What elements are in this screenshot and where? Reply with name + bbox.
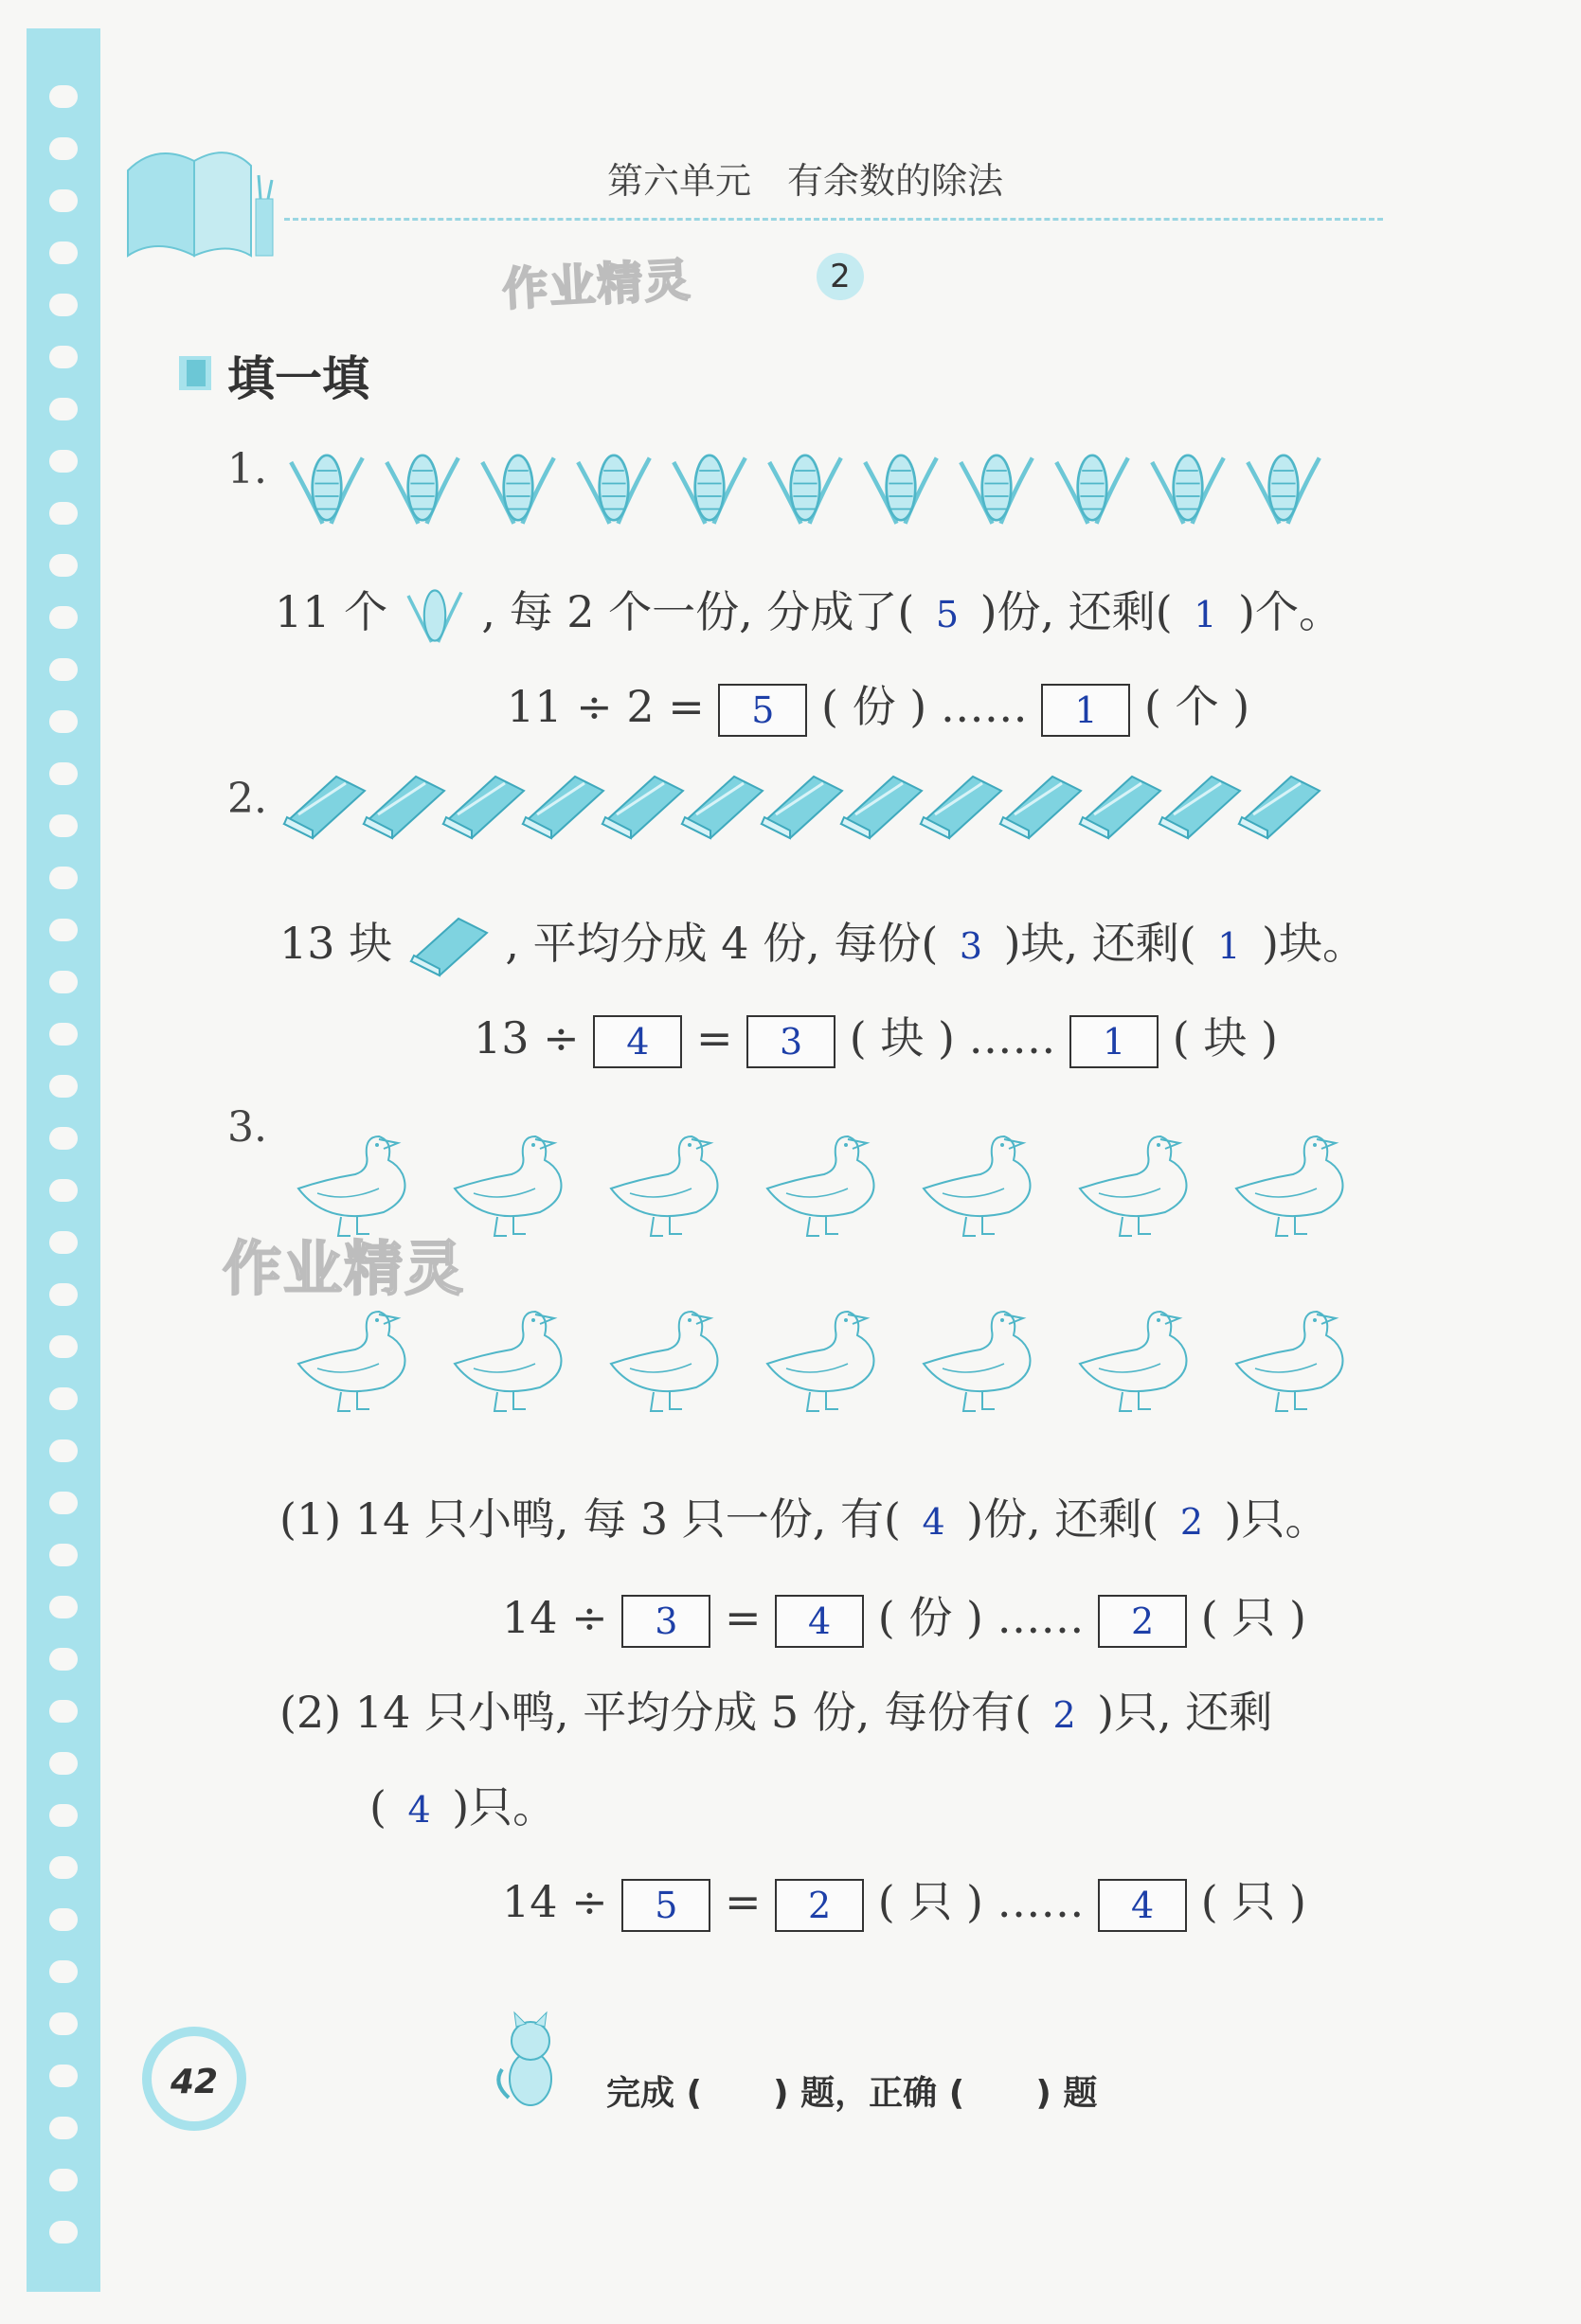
q2-statement <box>279 909 1366 980</box>
eraser-icon <box>279 772 369 851</box>
section-title: 填一填 <box>227 351 369 406</box>
q3-p1-quotient-box: 4 <box>775 1595 864 1648</box>
q2-text-2: , 平均分成 4 份, 每份( <box>505 918 939 969</box>
corn-icon <box>667 445 752 534</box>
eraser-icon <box>1234 772 1324 851</box>
q2-text-4: )块。 <box>1262 918 1366 969</box>
q2-equation <box>474 1004 1278 1068</box>
q3-part2-text-3: ( <box>369 1781 386 1832</box>
duck-icon <box>289 1297 426 1429</box>
q1-answer-remainder: 1 <box>1194 594 1217 635</box>
watermark: 作业精灵 <box>500 253 693 317</box>
q3-p1-eq-unit2: ( 只 ) <box>1200 1592 1306 1643</box>
spiral-hole <box>49 294 78 316</box>
eraser-icon <box>406 914 492 980</box>
spiral-hole <box>49 2065 78 2087</box>
q1-text-count: 11 个 <box>275 586 388 637</box>
q1-remainder-box: 1 <box>1041 684 1130 737</box>
q2-text-3: )块, 还剩( <box>1003 918 1196 969</box>
spiral-hole <box>49 814 78 837</box>
question-number: 2. <box>227 775 267 823</box>
q1-text-3: )份, 还剩( <box>979 586 1173 637</box>
q3-p1-eq-unit1: ( 份 ) …… <box>877 1592 1085 1643</box>
q3-part1-text-3: )只。 <box>1224 1493 1329 1545</box>
pencil-section-icon <box>177 352 219 394</box>
q2-text-count: 13 块 <box>279 918 393 969</box>
q1-answer-groups: 5 <box>935 594 960 635</box>
eraser-icon <box>757 772 847 851</box>
q3-p2-divisor-box: 5 <box>621 1879 710 1932</box>
spiral-hole <box>49 2117 78 2139</box>
q3-part1-equation <box>502 1583 1306 1648</box>
spiral-hole <box>49 1804 78 1827</box>
q3-part1-answer-remainder: 2 <box>1179 1501 1204 1543</box>
spiral-hole <box>49 1700 78 1723</box>
eraser-icon <box>677 772 767 851</box>
duck-icon <box>1070 1297 1208 1429</box>
spiral-hole <box>49 2012 78 2035</box>
spiral-hole <box>49 346 78 368</box>
spiral-hole <box>49 1596 78 1618</box>
spiral-hole <box>49 1648 78 1671</box>
eraser-icon <box>598 772 688 851</box>
q3-part2-equation <box>502 1868 1306 1932</box>
corn-icon <box>1145 445 1231 534</box>
spiral-hole <box>49 502 78 525</box>
spiral-hole <box>49 1283 78 1306</box>
q1-eq-unit2: ( 个 ) <box>1144 681 1250 732</box>
unit-title: 第六单元 有余数的除法 <box>606 160 1003 202</box>
q3-p1-eq-equals: = <box>724 1592 762 1643</box>
spiral-hole <box>49 710 78 733</box>
q3-part2-statement <box>279 1678 1272 1741</box>
q3-part1-text-1: 14 只小鸭, 每 3 只一份, 有( <box>354 1493 901 1545</box>
duck-icon <box>445 1297 583 1429</box>
spiral-hole <box>49 137 78 160</box>
q3-part1-label: (1) <box>279 1493 342 1545</box>
spiral-hole <box>49 971 78 993</box>
duck-icon <box>758 1122 895 1254</box>
spiral-hole <box>49 606 78 629</box>
q1-eq-unit1: ( 份 ) …… <box>821 681 1028 732</box>
lesson-number-badge: 2 <box>817 253 864 300</box>
q2-answer-each: 3 <box>959 925 983 967</box>
spiral-hole <box>49 658 78 681</box>
duck-icon <box>914 1122 1051 1254</box>
q2-quotient-box: 3 <box>746 1015 835 1068</box>
spiral-binding <box>27 28 100 2292</box>
spiral-hole <box>49 1023 78 1046</box>
eraser-icon <box>836 772 926 851</box>
eraser-icon <box>1155 772 1245 851</box>
q3-p2-eq-prefix: 14 ÷ <box>502 1876 608 1927</box>
corn-icon <box>1241 445 1326 534</box>
q3-part2-label: (2) <box>279 1687 342 1738</box>
q3-part1-statement <box>279 1485 1329 1547</box>
duck-icon <box>602 1122 739 1254</box>
spiral-hole <box>49 1335 78 1358</box>
spiral-hole <box>49 1179 78 1202</box>
spiral-hole <box>49 450 78 473</box>
watermark: 作业精灵 <box>223 1234 466 1303</box>
q3-part2-text-2: )只, 还剩 <box>1097 1687 1273 1738</box>
page-number: 42 <box>170 2063 219 2101</box>
q3-p1-remainder-box: 2 <box>1098 1595 1187 1648</box>
spiral-hole <box>49 1856 78 1879</box>
desk-illustration-icon <box>118 133 279 275</box>
duck-icon <box>1227 1297 1364 1429</box>
corn-icon <box>402 582 468 649</box>
q2-divisor-box: 4 <box>593 1015 682 1068</box>
duck-icon <box>445 1122 583 1254</box>
progress-text: 完成 ( ) 题，正确 ( ) 题 <box>606 2074 1098 2113</box>
q3-part1-answer-groups: 4 <box>922 1501 945 1543</box>
question-number: 3. <box>227 1103 267 1152</box>
spiral-hole <box>49 1960 78 1983</box>
q3-p2-eq-unit2: ( 只 ) <box>1200 1876 1306 1927</box>
duck-icon <box>758 1297 895 1429</box>
corn-icon <box>476 445 561 534</box>
q2-eq-unit1: ( 块 ) …… <box>849 1012 1056 1064</box>
spiral-hole <box>49 867 78 889</box>
spiral-hole <box>49 919 78 941</box>
q1-equation <box>507 672 1249 737</box>
q2-remainder-box: 1 <box>1069 1015 1159 1068</box>
corn-icon <box>954 445 1039 534</box>
spiral-hole <box>49 762 78 785</box>
corn-icon <box>1050 445 1135 534</box>
q3-part2-statement-cont <box>369 1773 556 1835</box>
spiral-hole <box>49 189 78 212</box>
eraser-icon <box>518 772 608 851</box>
spiral-hole <box>49 1908 78 1931</box>
question-number: 1. <box>227 445 267 493</box>
duck-icon <box>1070 1122 1208 1254</box>
spiral-hole <box>49 1752 78 1775</box>
q1-eq-prefix: 11 ÷ 2 = <box>507 681 705 732</box>
q3-part2-answer-each: 2 <box>1052 1694 1076 1736</box>
eraser-icon <box>916 772 1006 851</box>
q2-answer-remainder: 1 <box>1217 925 1241 967</box>
duck-icon <box>602 1297 739 1429</box>
q3-p2-eq-equals: = <box>724 1876 762 1927</box>
eraser-icon <box>439 772 529 851</box>
spiral-hole <box>49 1075 78 1098</box>
duck-icon <box>1227 1122 1364 1254</box>
spiral-hole <box>49 554 78 577</box>
q3-p2-quotient-box: 2 <box>775 1879 864 1932</box>
q3-p2-eq-unit1: ( 只 ) …… <box>877 1876 1085 1927</box>
cat-icon <box>488 2008 564 2112</box>
spiral-hole <box>49 1439 78 1462</box>
eraser-icon <box>996 772 1086 851</box>
spiral-hole <box>49 2169 78 2191</box>
q1-statement <box>275 578 1342 649</box>
spiral-hole <box>49 398 78 420</box>
duck-icon <box>914 1297 1051 1429</box>
corn-icon <box>380 445 465 534</box>
spiral-hole <box>49 1127 78 1150</box>
q2-eq-unit2: ( 块 ) <box>1172 1012 1278 1064</box>
corn-icon <box>763 445 848 534</box>
q3-part2-text-4: )只。 <box>452 1781 557 1832</box>
q3-part2-answer-remainder: 4 <box>407 1789 431 1831</box>
corn-icon <box>284 445 369 534</box>
q2-eq-equals: = <box>695 1012 733 1064</box>
spiral-hole <box>49 1544 78 1566</box>
q3-part2-text-1: 14 只小鸭, 平均分成 5 份, 每份有( <box>354 1687 1032 1738</box>
q3-p1-divisor-box: 3 <box>621 1595 710 1648</box>
spiral-hole <box>49 2221 78 2244</box>
corn-icon <box>858 445 943 534</box>
q1-text-2: , 每 2 个一份, 分成了( <box>481 586 915 637</box>
q3-part1-text-2: )份, 还剩( <box>966 1493 1159 1545</box>
corn-icon <box>571 445 656 534</box>
eraser-icon <box>1075 772 1165 851</box>
spiral-hole <box>49 1387 78 1410</box>
spiral-hole <box>49 241 78 264</box>
header-divider <box>284 218 1383 221</box>
spiral-hole <box>49 1492 78 1514</box>
q3-p1-eq-prefix: 14 ÷ <box>502 1592 608 1643</box>
page-number-badge <box>142 2027 246 2131</box>
q1-quotient-box: 5 <box>718 684 807 737</box>
spiral-hole <box>49 85 78 108</box>
q2-eq-prefix: 13 ÷ <box>474 1012 580 1064</box>
q3-p2-remainder-box: 4 <box>1098 1879 1187 1932</box>
q1-text-4: )个。 <box>1238 586 1342 637</box>
spiral-hole <box>49 1231 78 1254</box>
eraser-icon <box>359 772 449 851</box>
